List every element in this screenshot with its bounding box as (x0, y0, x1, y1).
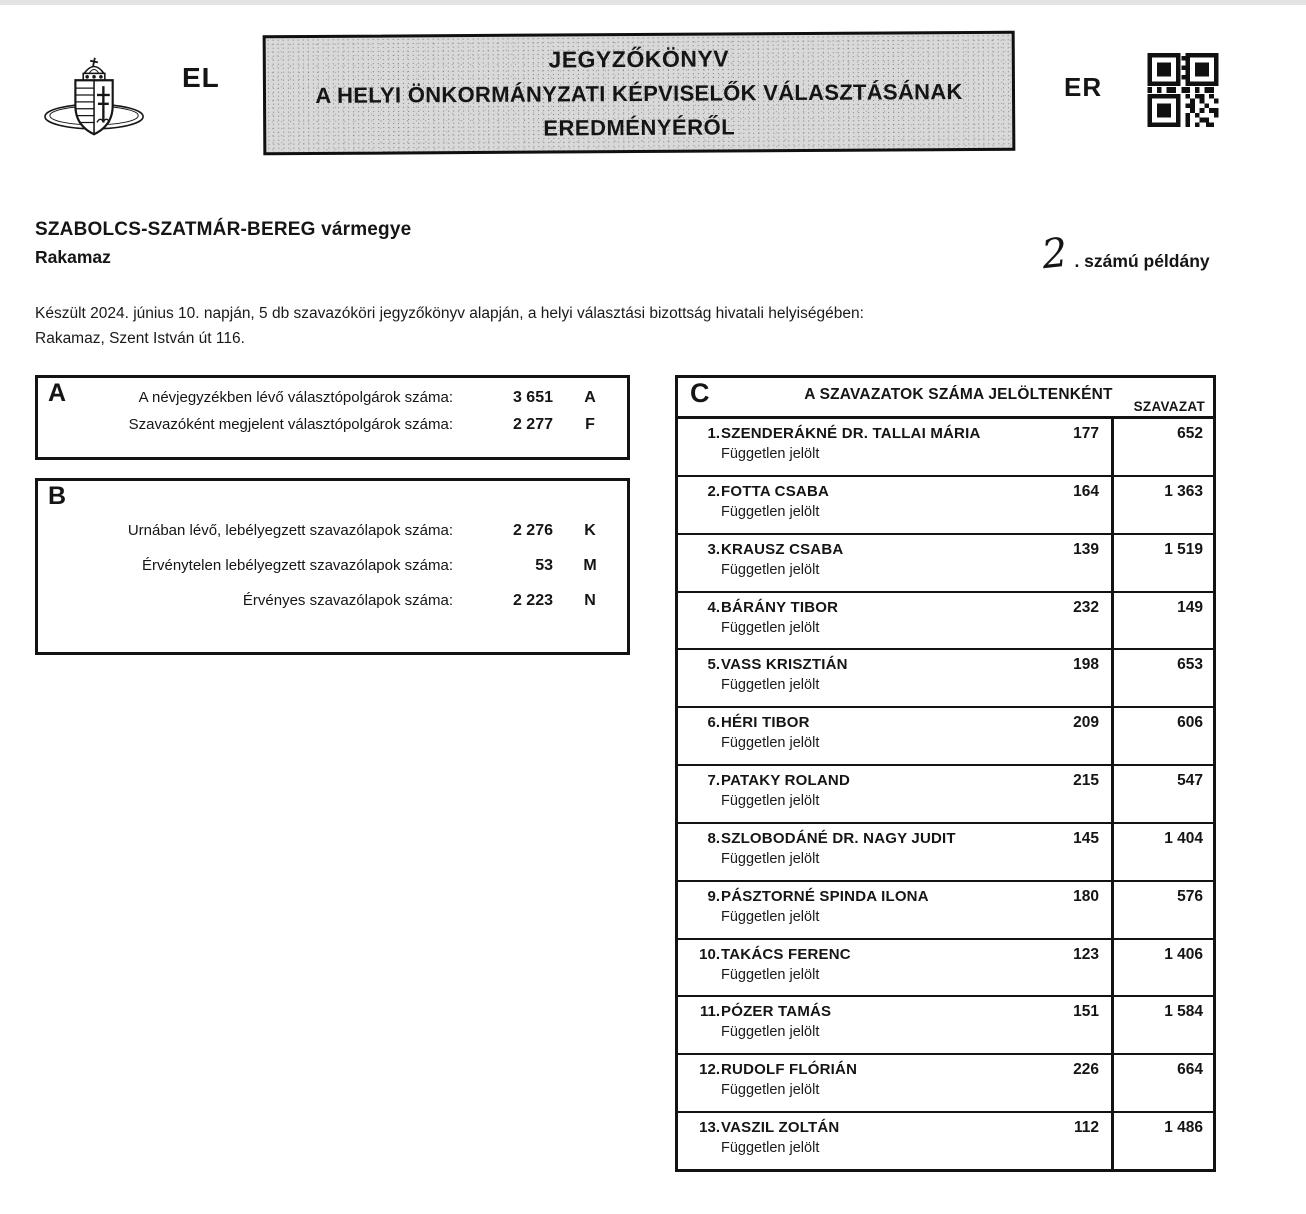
candidate-count: 139 (1073, 540, 1099, 558)
table-row (678, 824, 1213, 882)
candidate-number: 1. (707, 425, 720, 442)
candidate-votes: 652 (1111, 419, 1213, 475)
candidate-votes: 1 584 (1111, 997, 1213, 1053)
candidate-votes: 653 (1111, 650, 1213, 706)
document-title-line3: EREDMÉNYÉRŐL (543, 113, 736, 141)
candidate-number: 4. (707, 598, 720, 616)
title-box (263, 31, 1016, 156)
candidate-affiliation: Független jelölt (721, 1024, 820, 1041)
candidate-affiliation: Független jelölt (721, 966, 820, 983)
section-b-box (35, 478, 630, 655)
candidate-affiliation: Független jelölt (721, 850, 820, 867)
candidate-votes: 1 404 (1111, 824, 1213, 880)
candidate-count: 215 (1073, 772, 1099, 790)
candidate-count: 198 (1073, 656, 1099, 674)
candidate-cell (678, 940, 1111, 983)
candidate-cell (678, 766, 1111, 809)
candidate-name: RUDOLF FLÓRIÁN (721, 1061, 858, 1079)
candidate-cell (678, 593, 1111, 636)
candidate-count: 180 (1073, 887, 1099, 905)
candidate-number: 5. (707, 656, 720, 674)
stat-code: N (584, 592, 596, 609)
section-a-letter: A (48, 379, 67, 407)
table-row (678, 593, 1213, 651)
section-b-letter: B (48, 482, 67, 510)
candidate-count: 177 (1073, 425, 1099, 442)
candidate-count: 226 (1073, 1061, 1099, 1079)
candidate-name: BÁRÁNY TIBOR (721, 598, 839, 616)
candidate-cell (678, 708, 1111, 751)
stat-code: A (584, 389, 596, 406)
candidate-table-header (678, 378, 1213, 419)
section-c-candidate-table (675, 375, 1216, 1172)
stat-value: 2 223 (512, 592, 553, 609)
candidate-name: PÁSZTORNÉ SPINDA ILONA (721, 887, 929, 905)
candidate-number: 7. (707, 772, 720, 790)
table-row (678, 1055, 1213, 1113)
candidate-cell (678, 824, 1111, 867)
form-code-el: EL (182, 62, 220, 93)
candidate-cell (678, 650, 1111, 693)
table-row (678, 419, 1213, 477)
copy-number-label: . számú példány (1074, 251, 1210, 271)
table-row (678, 1113, 1213, 1169)
candidate-affiliation: Független jelölt (721, 446, 820, 462)
scan-edge-band (0, 0, 1306, 5)
stat-row (38, 389, 627, 407)
municipality-name: Rakamaz (35, 247, 111, 267)
candidate-cell (678, 997, 1111, 1040)
candidate-votes: 149 (1111, 593, 1213, 649)
candidate-count: 164 (1073, 482, 1099, 500)
candidate-affiliation: Független jelölt (721, 677, 820, 694)
stat-row (38, 522, 627, 540)
document-title-line1: JEGYZŐKÖNYV (548, 44, 730, 73)
stat-code: K (584, 522, 596, 539)
candidate-count: 145 (1073, 829, 1099, 847)
votes-column-header: SZAVAZAT (1133, 399, 1205, 414)
candidate-count: 112 (1073, 1119, 1099, 1137)
candidate-name: VASZIL ZOLTÁN (721, 1119, 840, 1137)
stat-row (38, 557, 627, 575)
stat-row (38, 416, 627, 434)
stat-code: M (583, 557, 597, 574)
candidate-number: 10. (699, 945, 720, 963)
candidate-cell (678, 1113, 1111, 1156)
section-c-letter: C (690, 378, 710, 408)
stat-value: 3 651 (512, 389, 553, 406)
candidate-count: 151 (1073, 1003, 1099, 1021)
hungarian-coat-of-arms-icon (42, 44, 150, 144)
table-row (678, 650, 1213, 708)
stat-label: Urnában lévő, lebélyegzett szavazólapok száma: (127, 522, 453, 539)
candidate-name: VASS KRISZTIÁN (721, 656, 848, 674)
stat-code: F (585, 416, 595, 433)
table-row (678, 940, 1213, 998)
candidate-affiliation: Független jelölt (721, 1140, 820, 1157)
candidate-cell (678, 1055, 1111, 1098)
candidate-name: PÓZER TAMÁS (721, 1003, 832, 1021)
candidate-number: 9. (707, 887, 720, 905)
candidate-number: 3. (707, 540, 720, 558)
candidate-affiliation: Független jelölt (721, 503, 820, 520)
table-row (678, 997, 1213, 1055)
candidate-table-title: A SZAVAZATOK SZÁMA JELÖLTENKÉNT (804, 386, 1113, 403)
candidate-number: 8. (707, 829, 720, 847)
candidate-name: SZENDERÁKNÉ DR. TALLAI MÁRIA (721, 425, 981, 442)
section-a-box (35, 375, 630, 460)
candidate-affiliation: Független jelölt (721, 1082, 820, 1099)
candidate-votes: 606 (1111, 708, 1213, 764)
intro-line2: Rakamaz, Szent István út 116. (35, 330, 245, 347)
stat-value: 2 276 (512, 522, 553, 539)
form-code-er: ER (1064, 72, 1103, 102)
candidate-cell (678, 477, 1111, 520)
table-row (678, 766, 1213, 824)
candidate-name: SZLOBODÁNÉ DR. NAGY JUDIT (721, 829, 956, 847)
table-row (678, 882, 1213, 940)
candidate-number: 11. (699, 1003, 720, 1021)
candidate-affiliation: Független jelölt (721, 619, 820, 636)
candidate-count: 232 (1073, 598, 1099, 616)
candidate-name: PATAKY ROLAND (721, 772, 850, 790)
candidate-affiliation: Független jelölt (721, 735, 820, 752)
candidate-number: 13. (699, 1119, 720, 1137)
candidate-number: 2. (707, 482, 720, 500)
candidate-votes: 1 519 (1111, 535, 1213, 591)
stat-label: Érvénytelen lebélyegzett szavazólapok száma: (141, 557, 453, 574)
candidate-votes: 1 486 (1111, 1113, 1213, 1169)
candidate-cell (678, 882, 1111, 925)
intro-line1: Készült 2024. június 10. napján, 5 db szavazóköri jegyzőkönyv alapján, a helyi választási bizottság hivatali helyiségében: (35, 305, 864, 322)
candidate-rows (678, 419, 1213, 1169)
handwritten-copy-number: 2 (1039, 229, 1070, 279)
stat-label: A névjegyzékben lévő választópolgárok száma: (138, 389, 453, 406)
protocol-intro-paragraph (35, 301, 1125, 351)
county-name: SZABOLCS-SZATMÁR-BEREG vármegye (35, 219, 412, 240)
candidate-cell (678, 419, 1111, 462)
candidate-votes: 547 (1111, 766, 1213, 822)
table-row (678, 535, 1213, 593)
candidate-affiliation: Független jelölt (721, 793, 820, 810)
candidate-votes: 576 (1111, 882, 1213, 938)
stat-value: 53 (535, 557, 553, 574)
candidate-count: 209 (1073, 714, 1099, 732)
stat-label: Szavazóként megjelent választópolgárok száma: (128, 416, 453, 433)
qr-code-icon (1147, 53, 1219, 127)
stat-row (38, 592, 627, 610)
candidate-number: 12. (699, 1061, 720, 1079)
table-row (678, 477, 1213, 535)
candidate-cell (678, 535, 1111, 578)
candidate-name: HÉRI TIBOR (721, 714, 810, 732)
candidate-number: 6. (707, 714, 720, 732)
candidate-count: 123 (1073, 945, 1099, 963)
candidate-affiliation: Független jelölt (721, 908, 820, 925)
stat-label: Érvényes szavazólapok száma: (242, 592, 453, 609)
candidate-name: TAKÁCS FERENC (721, 945, 851, 963)
candidate-votes: 1 406 (1111, 940, 1213, 996)
copy-number-line (1039, 229, 1210, 279)
table-row (678, 708, 1213, 766)
candidate-affiliation: Független jelölt (721, 561, 820, 578)
candidate-name: FOTTA CSABA (721, 482, 830, 500)
stat-value: 2 277 (512, 416, 553, 433)
document-title-line2: A HELYI ÖNKORMÁNYZATI KÉPVISELŐK VÁLASZTÁSÁNAK (315, 78, 963, 108)
candidate-votes: 1 363 (1111, 477, 1213, 533)
candidate-votes: 664 (1111, 1055, 1213, 1111)
candidate-name: KRAUSZ CSABA (721, 540, 844, 558)
